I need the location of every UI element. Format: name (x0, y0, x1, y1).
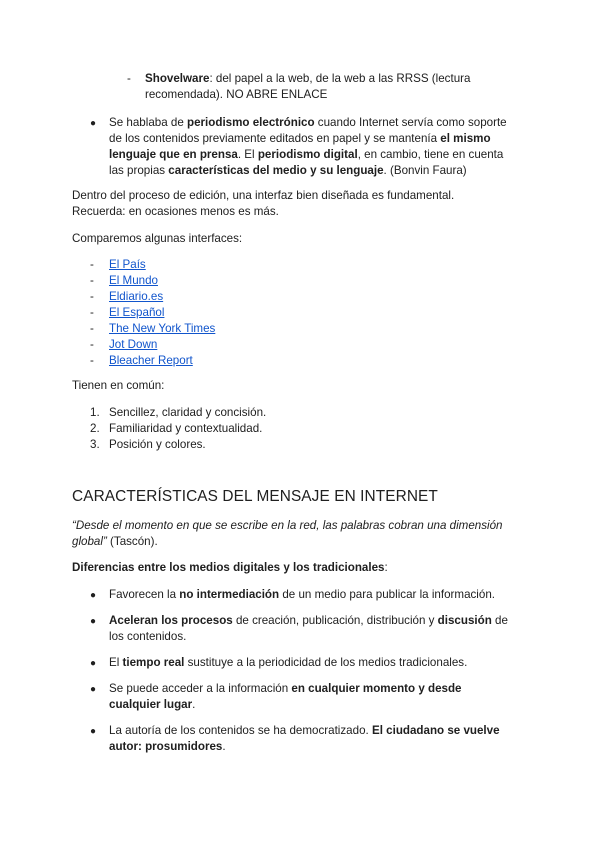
link-nyt[interactable]: The New York Times (109, 322, 216, 335)
bullet-icon: ● (90, 590, 97, 601)
diff-bullet-5-line-2: autor: prosumidores. (109, 740, 226, 753)
link-el-mundo[interactable]: El Mundo (109, 274, 158, 287)
diff-bullet-5-line-1: La autoría de los contenidos se ha democratizado. El ciudadano se vuelve (109, 724, 500, 737)
list-number: 1. (90, 406, 100, 419)
link-el-pais[interactable]: El País (109, 258, 146, 271)
list-dash: - (90, 258, 94, 271)
list-number: 3. (90, 438, 100, 451)
bullet-icon: ● (90, 684, 97, 695)
intro-line-4: las propias características del medio y su lenguaje. (Bonvin Faura) (109, 164, 467, 177)
diff-bullet-4-line-2: cualquier lugar. (109, 698, 196, 711)
intro-line-1: Se hablaba de periodismo electrónico cuando Internet servía como soporte (109, 116, 507, 129)
quote-line-2: global” (Tascón). (72, 535, 158, 548)
link-bleacher-report[interactable]: Bleacher Report (109, 354, 193, 367)
list-number: 2. (90, 422, 100, 435)
diff-bullet-1: Favorecen la no intermediación de un medio para publicar la información. (109, 588, 496, 601)
intro-line-3: lenguaje que en prensa. El periodismo digital, en cambio, tiene en cuenta (109, 148, 504, 161)
list-dash: - (90, 290, 94, 303)
section-heading: CARACTERÍSTICAS DEL MENSAJE EN INTERNET (72, 488, 438, 505)
common-intro: Tienen en común: (72, 379, 165, 392)
bullet-icon: ● (90, 658, 97, 669)
shovelware-line-2: recomendada). NO ABRE ENLACE (145, 88, 328, 101)
list-dash: - (90, 338, 94, 351)
edition-line-1: Dentro del proceso de edición, una interfaz bien diseñada es fundamental. (72, 189, 455, 202)
intro-line-2: de los contenidos previamente editados en papel y se mantenía el mismo (109, 132, 491, 145)
list-item: Familiaridad y contextualidad. (109, 422, 263, 435)
differences-heading: Diferencias entre los medios digitales y los tradicionales: (72, 561, 388, 574)
quote-line-1: “Desde el momento en que se escribe en la red, las palabras cobran una dimensión (72, 519, 503, 532)
bullet-icon: ● (90, 726, 97, 737)
list-dash: - (90, 354, 94, 367)
list-dash: - (90, 306, 94, 319)
list-dash: - (90, 322, 94, 335)
diff-bullet-4-line-1: Se puede acceder a la información en cualquier momento y desde (109, 682, 462, 695)
link-jot-down[interactable]: Jot Down (109, 338, 158, 351)
bullet-icon: ● (90, 118, 97, 129)
diff-bullet-2-line-1: Aceleran los procesos de creación, publicación, distribución y discusión de (109, 614, 508, 627)
list-item: Sencillez, claridad y concisión. (109, 406, 267, 419)
diff-bullet-3: El tiempo real sustituye a la periodicidad de los medios tradicionales. (109, 656, 468, 669)
bullet-icon: ● (90, 616, 97, 627)
edition-line-2: Recuerda: en ocasiones menos es más. (72, 205, 279, 218)
link-eldiario[interactable]: Eldiario.es (109, 290, 164, 303)
list-dash: - (90, 274, 94, 287)
compare-intro: Comparemos algunas interfaces: (72, 232, 243, 245)
diff-bullet-2-line-2: los contenidos. (109, 630, 187, 643)
list-dash: - (127, 72, 131, 85)
shovelware-term: Shovelware (145, 72, 210, 85)
link-el-espanol[interactable]: El Español (109, 306, 165, 319)
list-item: Posición y colores. (109, 438, 206, 451)
shovelware-line-1: Shovelware: del papel a la web, de la web a las RRSS (lectura (145, 72, 471, 85)
